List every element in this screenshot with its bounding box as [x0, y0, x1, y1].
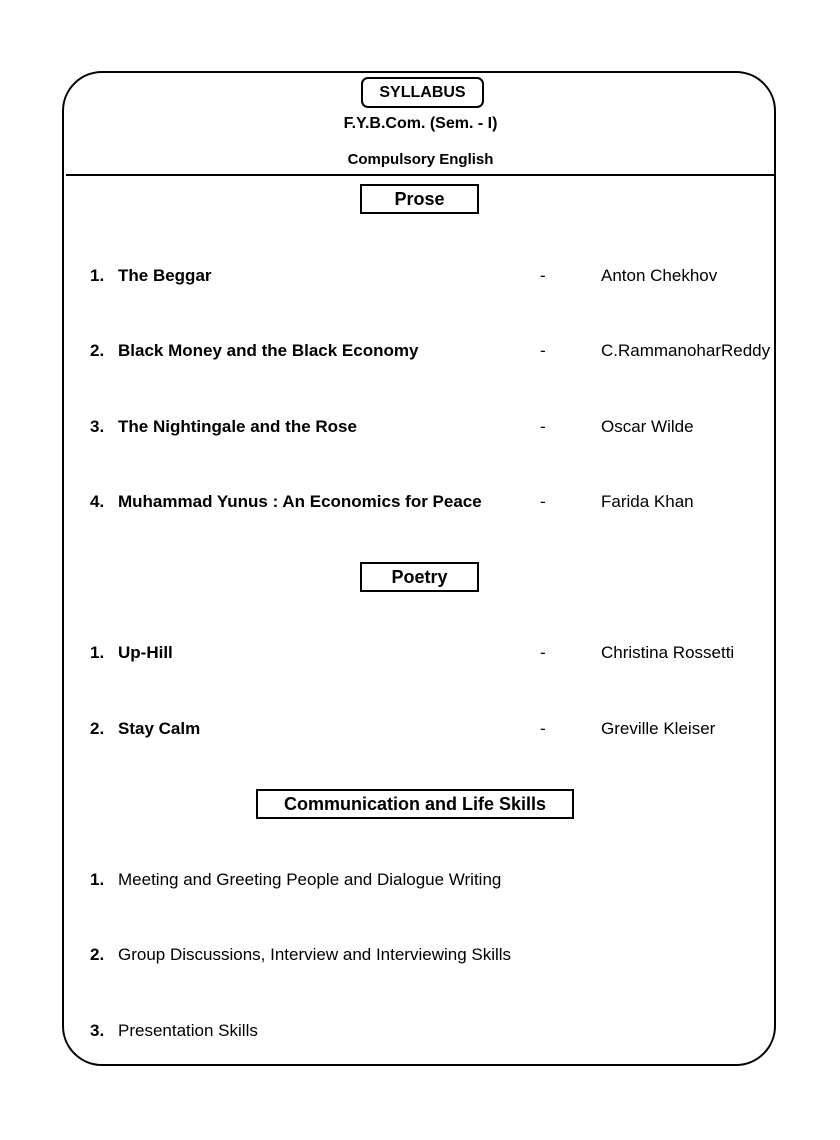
item-separator: - [540, 643, 546, 662]
item-separator: - [540, 719, 546, 738]
prose-item [0, 341, 840, 365]
prose-item [0, 492, 840, 516]
class-subtitle: F.Y.B.Com. (Sem. - I) [343, 115, 498, 132]
skills-heading: Communication and Life Skills [256, 789, 574, 819]
item-separator: - [540, 417, 546, 436]
item-author: Christina Rossetti [601, 643, 735, 662]
item-separator: - [540, 341, 546, 360]
item-title: The Nightingale and the Rose [118, 417, 357, 436]
skills-item [0, 1021, 840, 1045]
item-number: 1. [90, 266, 105, 285]
skills-item [0, 945, 840, 969]
item-number: 3. [90, 417, 105, 436]
prose-item [0, 417, 840, 441]
item-separator: - [540, 266, 546, 285]
item-title: Stay Calm [118, 719, 201, 738]
item-number: 2. [90, 719, 105, 738]
prose-heading: Prose [360, 184, 479, 214]
item-title: The Beggar [118, 266, 212, 285]
item-title: Group Discussions, Interview and Interviewing Skills [118, 945, 512, 964]
item-author: Farida Khan [601, 492, 694, 511]
item-title: Up-Hill [118, 643, 173, 662]
item-number: 2. [90, 341, 105, 360]
item-title: Meeting and Greeting People and Dialogue Writing [118, 870, 502, 889]
item-author: Anton Chekhov [601, 266, 718, 285]
poetry-item [0, 643, 840, 667]
item-title: Presentation Skills [118, 1021, 258, 1040]
item-number: 4. [90, 492, 105, 511]
prose-item [0, 266, 840, 290]
item-number: 2. [90, 945, 105, 964]
item-separator: - [540, 492, 546, 511]
item-number: 1. [90, 870, 105, 889]
item-number: 1. [90, 643, 105, 662]
item-author: Greville Kleiser [601, 719, 716, 738]
item-title: Muhammad Yunus : An Economics for Peace [118, 492, 482, 511]
syllabus-label: SYLLABUS [361, 77, 484, 108]
item-number: 3. [90, 1021, 105, 1040]
skills-item [0, 870, 840, 894]
item-author: C.RammanoharReddy [601, 341, 771, 360]
poetry-item [0, 719, 840, 743]
item-author: Oscar Wilde [601, 417, 694, 436]
header-divider [66, 174, 775, 176]
course-title: Compulsory English [347, 151, 494, 168]
poetry-heading: Poetry [360, 562, 479, 592]
item-title: Black Money and the Black Economy [118, 341, 419, 360]
